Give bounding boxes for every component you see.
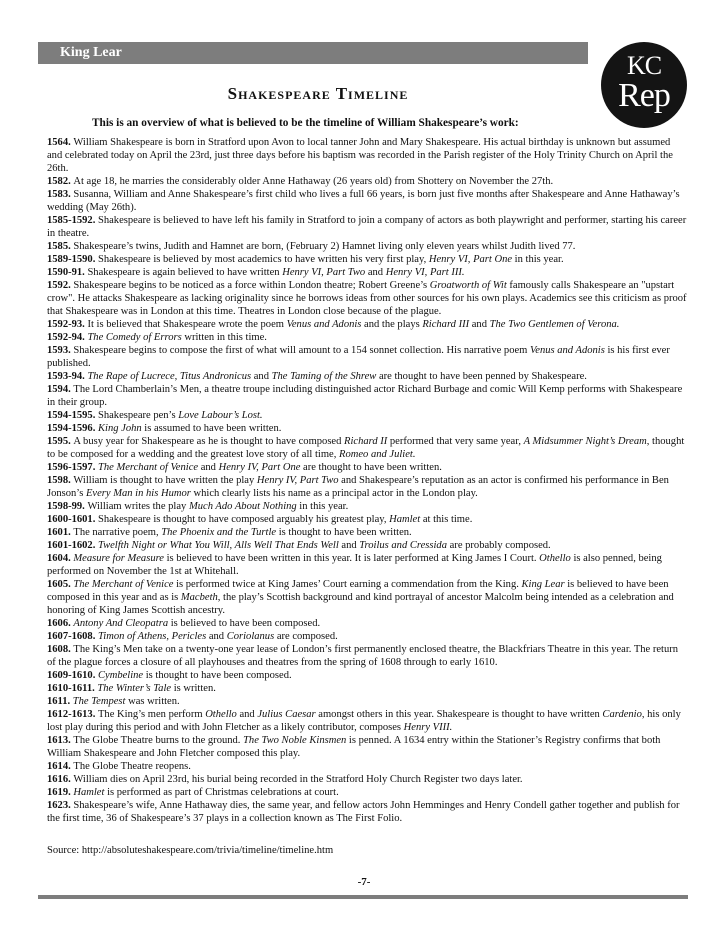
- entry-year: 1585-1592.: [47, 215, 98, 226]
- entry-text: at this time.: [420, 514, 473, 525]
- timeline-entry: [47, 240, 687, 253]
- page-number: -7-: [357, 876, 371, 888]
- entry-year: 1601.: [47, 527, 74, 538]
- entry-year: 1612-1613.: [47, 709, 98, 720]
- timeline-entry: [47, 175, 687, 188]
- entry-year: 1598.: [47, 475, 74, 486]
- work-title: Henry VI, Part Two: [282, 267, 366, 278]
- timeline-entry: [47, 136, 687, 175]
- entry-text: Shakespeare begins to compose the first of what will amount to a 154 sonnet collection. His narrative poem: [73, 345, 531, 356]
- entry-year: 1611.: [47, 696, 73, 707]
- entry-text: and: [365, 267, 386, 278]
- timeline-entry: [47, 695, 687, 708]
- work-title: Henry IV, Part Two: [256, 475, 339, 486]
- footer-rule: [38, 895, 688, 899]
- timeline-list: [47, 136, 687, 825]
- entry-text: in this year.: [512, 254, 564, 265]
- entry-year: 1593-94.: [47, 371, 88, 382]
- work-title: The Merchant of Venice: [73, 579, 174, 590]
- entry-text: , his only lost play during this period and with John Fletcher as a likely contributor, composes: [47, 709, 681, 733]
- source-citation: Source: http://absoluteshakespeare.com/trivia/timeline/timeline.htm: [47, 845, 334, 856]
- entry-text: and Shakespeare’s reputation as an actor is confirmed his performance in Ben Jonson’s: [47, 475, 669, 499]
- timeline-entry: [47, 708, 687, 734]
- work-title: Coriolanus: [226, 631, 275, 642]
- page-title: Shakespeare Timeline: [227, 84, 409, 103]
- entry-text: and: [338, 540, 360, 551]
- intro-text: This is an overview of what is believed to be the timeline of William Shakespeare’s work:: [92, 117, 519, 129]
- entry-text: The Lord Chamberlain’s Men, a theatre troupe including distinguished actor Richard Burbage and comic Will Kemp performs with Shakespeare in their group.: [47, 384, 683, 408]
- entry-text: Shakespeare is believed to have left his family in Stratford to join a company of actors as both playwright and performer, starting his career in theatre.: [47, 215, 687, 239]
- entry-text: is thought to have been composed.: [143, 670, 292, 681]
- entry-text: William is thought to have written the play: [73, 475, 257, 486]
- work-title: The Two Gentlemen of Verona.: [489, 319, 620, 330]
- work-title: The Two Noble Kinsmen: [243, 735, 347, 746]
- entry-text: is performed twice at King James’ Court earning a commendation from the King.: [173, 579, 522, 590]
- entry-text: Shakespeare’s wife, Anne Hathaway dies, the same year, and fellow actors John Hemminges and Henry Condell gather together and publish for the first time, 36 of Shakespeare’s 37 plays in a collection known as The First Folio.: [47, 800, 680, 824]
- timeline-entry: [47, 669, 687, 682]
- entry-year: 1592-93.: [47, 319, 88, 330]
- timeline-entry: [47, 617, 687, 630]
- work-title: Henry VI, Part III.: [385, 267, 465, 278]
- work-title: The Merchant of Venice: [97, 462, 199, 473]
- entry-text: The King’s Men take on a twenty-one year lease of London’s first permanently enclosed theatre, the Blackfriars Theatre in this year. The return of the plague forces a closure of all playhouses and theatres from the spring of 1608 through to early 1610.: [47, 644, 679, 668]
- timeline-entry: [47, 253, 687, 266]
- work-title: Romeo and Juliet.: [339, 449, 416, 460]
- timeline-entry: [47, 643, 687, 669]
- timeline-entry: [47, 500, 687, 513]
- entry-year: 1595.: [47, 436, 74, 447]
- entry-year: 1593.: [47, 345, 74, 356]
- entry-text: Shakespeare’s twins, Judith and Hamnet are born, (February 2) Hamnet living only eleven years whilst Judith lived 77.: [73, 241, 576, 252]
- entry-text: It is believed that Shakespeare wrote the poem: [87, 319, 287, 330]
- entry-text: and: [206, 631, 227, 642]
- work-title: The Winter’s Tale: [97, 683, 172, 694]
- work-title: The Tempest: [72, 696, 126, 707]
- entry-text: in this year.: [296, 501, 349, 512]
- entry-text: , the play’s Scottish background and kind portrayal of ancestor Malcolm being intended as a celebration and honoring of King James Scottish ancestry.: [47, 592, 674, 616]
- work-title: Henry VIII.: [403, 722, 453, 733]
- timeline-entry: [47, 539, 687, 552]
- entry-year: 1606.: [47, 618, 74, 629]
- work-title: Antony And Cleopatra: [73, 618, 169, 629]
- entry-text: are composed.: [274, 631, 338, 642]
- work-title: Cymbeline: [97, 670, 144, 681]
- entry-year: 1594-1595.: [47, 410, 98, 421]
- entry-year: 1604.: [47, 553, 74, 564]
- timeline-entry: [47, 799, 687, 825]
- work-title: Cardenio: [602, 709, 642, 720]
- timeline-entry: [47, 513, 687, 526]
- timeline-entry: [47, 331, 687, 344]
- work-title: A Midsummer Night’s Dream: [523, 436, 647, 447]
- work-title: Venus and Adonis: [286, 319, 362, 330]
- work-title: King John: [97, 423, 142, 434]
- entry-text: is believed to have been written in this year. It is later performed at King James I Court.: [163, 553, 540, 564]
- logo-text-bottom: Rep: [618, 77, 670, 114]
- timeline-entry: [47, 474, 687, 500]
- entry-year: 1596-1597.: [47, 462, 98, 473]
- timeline-entry: [47, 422, 687, 435]
- entry-text: are thought to have been written.: [300, 462, 442, 473]
- timeline-entry: [47, 526, 687, 539]
- entry-text: The Globe Theatre reopens.: [73, 761, 191, 772]
- work-title: Macbeth: [180, 592, 218, 603]
- timeline-entry: [47, 682, 687, 695]
- entry-year: 1598-99.: [47, 501, 88, 512]
- work-title: Measure for Measure: [73, 553, 164, 564]
- entry-year: 1607-1608.: [47, 631, 98, 642]
- work-title: Richard II: [344, 436, 388, 447]
- timeline-entry: [47, 773, 687, 786]
- entry-text: which clearly lists his name as a principal actor in the London play.: [190, 488, 478, 499]
- entry-year: 1613.: [47, 735, 74, 746]
- entry-year: 1601-1602.: [47, 540, 98, 551]
- entry-year: 1605.: [47, 579, 74, 590]
- entry-text: was written.: [125, 696, 180, 707]
- entry-year: 1608.: [47, 644, 74, 655]
- timeline-entry: [47, 188, 687, 214]
- entry-text: amongst others in this year. Shakespeare is thought to have written: [315, 709, 603, 720]
- entry-year: 1594.: [47, 384, 74, 395]
- entry-text: is also penned, being performed on November the 1st at Whitehall.: [47, 553, 662, 577]
- work-title: Richard III: [422, 319, 470, 330]
- entry-text: Susanna, William and Anne Shakespeare’s first child who lives a full 66 years, is born just five months after Shakespeare and Anne Hathaway’s wedding (May 26th).: [47, 189, 680, 213]
- work-title: Hamlet: [389, 514, 421, 525]
- work-title: Groatworth of Wit: [429, 280, 507, 291]
- entry-text: performed that very same year,: [387, 436, 524, 447]
- entry-text: and: [251, 371, 272, 382]
- work-title: Troilus and Cressida: [359, 540, 447, 551]
- work-title: Hamlet: [73, 787, 105, 798]
- timeline-entry: [47, 734, 687, 760]
- work-title: Twelfth Night or What You Will, Alls Well That Ends Well: [97, 540, 339, 551]
- entry-year: 1594-1596.: [47, 423, 98, 434]
- timeline-entry: [47, 578, 687, 617]
- entry-text: William dies on April 23rd, his burial being recorded in the Stratford Holy Church Register two days later.: [73, 774, 523, 785]
- entry-text: is written.: [171, 683, 216, 694]
- entry-year: 1592-94.: [47, 332, 88, 343]
- work-title: Every Man in his Humor: [85, 488, 191, 499]
- entry-year: 1592.: [47, 280, 74, 291]
- logo-text-top: KC: [626, 51, 662, 80]
- entry-year: 1583.: [47, 189, 74, 200]
- timeline-entry: [47, 435, 687, 461]
- timeline-entry: [47, 409, 687, 422]
- work-title: Much Ado About Nothing: [188, 501, 297, 512]
- timeline-entry: [47, 461, 687, 474]
- timeline-entry: [47, 318, 687, 331]
- entry-text: is performed as part of Christmas celebrations at court.: [104, 787, 339, 798]
- entry-text: is penned. A 1634 entry within the Stationer’s Registry confirms that both William Shakespeare and John Fletcher composed this play.: [47, 735, 661, 759]
- work-title: The Taming of the Shrew: [271, 371, 377, 382]
- entry-text: William writes the play: [87, 501, 189, 512]
- entry-year: 1600-1601.: [47, 514, 98, 525]
- timeline-entry: [47, 552, 687, 578]
- entry-text: Shakespeare pen’s: [97, 410, 179, 421]
- timeline-entry: [47, 630, 687, 643]
- entry-text: are thought to have been penned by Shakespeare.: [376, 371, 587, 382]
- timeline-entry: [47, 279, 687, 318]
- entry-year: 1616.: [47, 774, 74, 785]
- entry-year: 1590-91.: [47, 267, 88, 278]
- entry-text: At age 18, he marries the considerably older Anne Hathaway (26 years old) from Shottery on November the 27th.: [73, 176, 554, 187]
- timeline-entry: [47, 214, 687, 240]
- timeline-entry: [47, 266, 687, 279]
- work-title: Julius Caesar: [257, 709, 316, 720]
- entry-text: is assumed to have been written.: [141, 423, 282, 434]
- entry-text: famously calls Shakespeare an "upstart crow". He attacks Shakespeare as lacking originality since he borrows ideas from other sources for his own plays. Academics see this criticism as proof that Shakespeare was in London at this time. Theatres in London close because of the plague.: [47, 280, 687, 317]
- entry-text: Shakespeare is thought to have composed arguably his greatest play,: [97, 514, 390, 525]
- entry-text: and: [198, 462, 219, 473]
- entry-year: 1610-1611.: [47, 683, 98, 694]
- entry-text: , thought to be composed for a wedding and the greatest love story of all time,: [47, 436, 685, 460]
- work-title: The Rape of Lucrece, Titus Andronicus: [87, 371, 252, 382]
- entry-text: The King’s men perform: [97, 709, 206, 720]
- work-title: Othello: [539, 553, 571, 564]
- work-title: Venus and Adonis: [530, 345, 605, 356]
- header-bar: [38, 42, 588, 64]
- entry-text: and the plays: [361, 319, 423, 330]
- timeline-entry: [47, 786, 687, 799]
- work-title: Henry VI, Part One: [428, 254, 513, 265]
- entry-year: 1609-1610.: [47, 670, 98, 681]
- entry-year: 1619.: [47, 787, 74, 798]
- entry-text: A busy year for Shakespeare as he is thought to have composed: [73, 436, 345, 447]
- timeline-entry: [47, 383, 687, 409]
- entry-text: is believed to have been composed.: [168, 618, 321, 629]
- work-title: King Lear: [521, 579, 565, 590]
- work-title: Henry IV, Part One: [218, 462, 301, 473]
- entry-text: and: [469, 319, 490, 330]
- entry-text: Shakespeare is believed by most academics to have written his very first play,: [97, 254, 429, 265]
- entry-text: is believed to have been composed in this year and as is: [47, 579, 669, 603]
- entry-year: 1614.: [47, 761, 74, 772]
- work-title: The Phoenix and the Turtle: [161, 527, 277, 538]
- entry-text: is his first ever published.: [47, 345, 670, 369]
- entry-year: 1589-1590.: [47, 254, 98, 265]
- entry-text: William Shakespeare is born in Stratford upon Avon to local tanner John and Mary Shakespeare. His actual birthday is unknown but assumed and celebrated today on April the 23rd, just three days before his baptism was recorded in the Parish register of the Holy Trinity Church on April the 26th.: [47, 137, 673, 174]
- entry-text: Shakespeare begins to be noticed as a force within London theatre; Robert Greene’s: [73, 280, 430, 291]
- work-title: The Comedy of Errors: [87, 332, 182, 343]
- work-title: Othello: [205, 709, 237, 720]
- entry-year: 1582.: [47, 176, 74, 187]
- entry-year: 1564.: [47, 137, 74, 148]
- timeline-entry: [47, 760, 687, 773]
- work-title: Love Labour’s Lost.: [178, 410, 263, 421]
- timeline-entry: [47, 344, 687, 370]
- entry-text: written in this time.: [181, 332, 267, 343]
- entry-text: and: [236, 709, 258, 720]
- timeline-entry: [47, 370, 687, 383]
- entry-text: The narrative poem,: [73, 527, 162, 538]
- entry-text: are probably composed.: [446, 540, 551, 551]
- work-title: Timon of Athens, Pericles: [97, 631, 207, 642]
- entry-text: The Globe Theatre burns to the ground.: [73, 735, 244, 746]
- entry-text: is thought to have been written.: [276, 527, 412, 538]
- entry-year: 1585.: [47, 241, 74, 252]
- entry-year: 1623.: [47, 800, 74, 811]
- entry-text: Shakespeare is again believed to have written: [87, 267, 283, 278]
- header-title: King Lear: [60, 45, 122, 60]
